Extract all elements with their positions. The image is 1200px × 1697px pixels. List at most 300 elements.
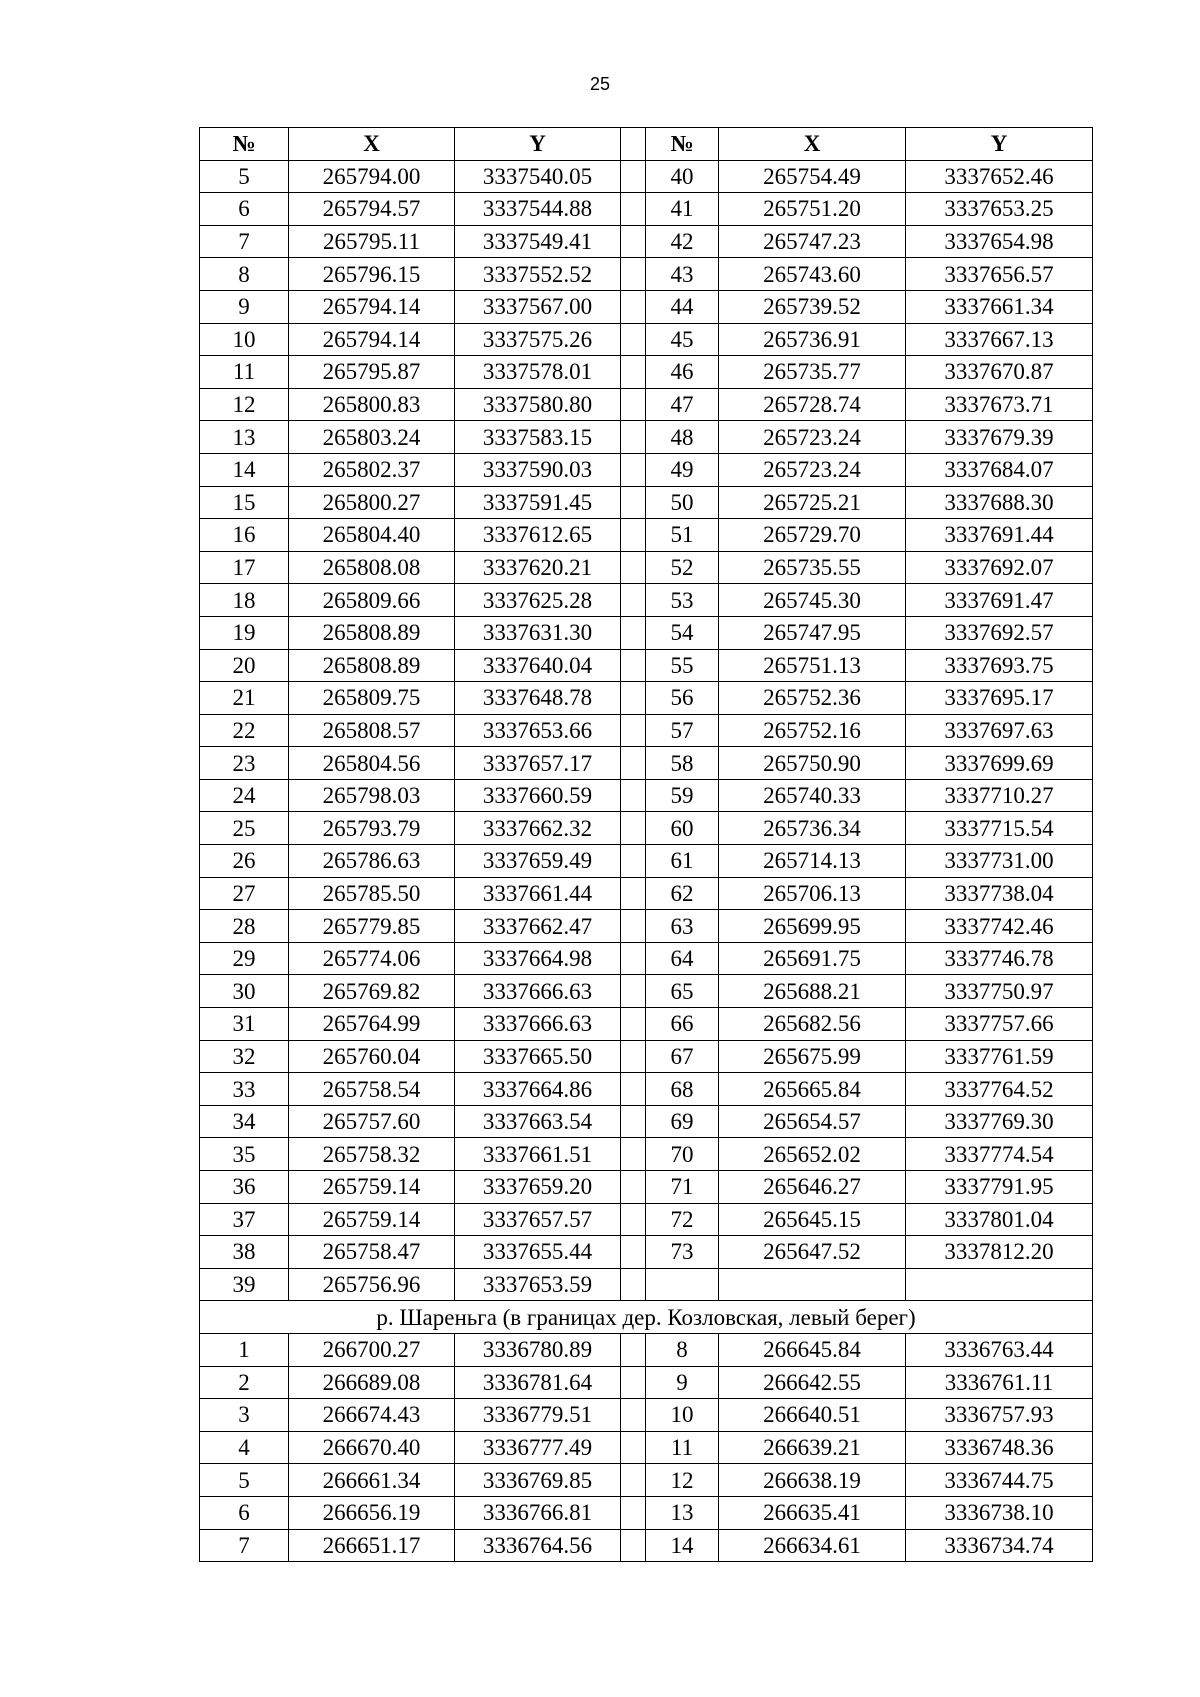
cell-x-left: 265796.15 bbox=[289, 258, 455, 291]
cell-number-left: 21 bbox=[200, 682, 289, 715]
cell-y-left: 3337549.41 bbox=[455, 225, 621, 258]
table-row bbox=[200, 910, 1093, 943]
cell-number-left: 3 bbox=[200, 1399, 289, 1432]
cell-number-left: 11 bbox=[200, 356, 289, 389]
cell-x-left: 265800.27 bbox=[289, 486, 455, 519]
cell-number-left: 14 bbox=[200, 453, 289, 486]
cell-number-left: 18 bbox=[200, 584, 289, 617]
cell-x-right: 265706.13 bbox=[719, 877, 906, 910]
header-spacer bbox=[621, 128, 646, 161]
cell-number-right: 68 bbox=[646, 1073, 719, 1106]
table-row bbox=[200, 747, 1093, 780]
cell-number-left: 1 bbox=[200, 1333, 289, 1366]
cell-number-right: 8 bbox=[646, 1333, 719, 1366]
cell-number-left: 33 bbox=[200, 1073, 289, 1106]
cell-number-right: 65 bbox=[646, 975, 719, 1008]
cell-number-left: 10 bbox=[200, 323, 289, 356]
cell-spacer bbox=[621, 258, 646, 291]
cell-y-left: 3337648.78 bbox=[455, 682, 621, 715]
cell-x-right: 265739.52 bbox=[719, 290, 906, 323]
cell-y-left: 3337631.30 bbox=[455, 616, 621, 649]
cell-number-right: 40 bbox=[646, 160, 719, 193]
cell-x-left: 265774.06 bbox=[289, 942, 455, 975]
cell-number-right: 50 bbox=[646, 486, 719, 519]
table-row bbox=[200, 160, 1093, 193]
cell-spacer bbox=[621, 616, 646, 649]
cell-x-left: 265808.89 bbox=[289, 649, 455, 682]
cell-y-left: 3337659.20 bbox=[455, 1171, 621, 1204]
cell-number-right: 63 bbox=[646, 910, 719, 943]
cell-x-left: 266661.34 bbox=[289, 1464, 455, 1497]
cell-number-left: 4 bbox=[200, 1431, 289, 1464]
table-row bbox=[200, 1496, 1093, 1529]
cell-x-left: 265756.96 bbox=[289, 1268, 455, 1301]
cell-y-left: 3337653.66 bbox=[455, 714, 621, 747]
cell-x-right: 265646.27 bbox=[719, 1171, 906, 1204]
table-row bbox=[200, 1171, 1093, 1204]
cell-x-right: 265699.95 bbox=[719, 910, 906, 943]
cell-number-left: 35 bbox=[200, 1138, 289, 1171]
cell-y-right: 3337731.00 bbox=[906, 845, 1093, 878]
cell-y-right: 3337654.98 bbox=[906, 225, 1093, 258]
cell-number-left: 12 bbox=[200, 388, 289, 421]
cell-number-right: 72 bbox=[646, 1203, 719, 1236]
cell-number-right: 45 bbox=[646, 323, 719, 356]
cell-number-left: 30 bbox=[200, 975, 289, 1008]
cell-y-right: 3337692.07 bbox=[906, 551, 1093, 584]
cell-spacer bbox=[621, 1333, 646, 1366]
cell-y-right bbox=[906, 1268, 1093, 1301]
cell-number-right: 44 bbox=[646, 290, 719, 323]
cell-y-right: 3337750.97 bbox=[906, 975, 1093, 1008]
header-y-left: Y bbox=[455, 128, 621, 161]
cell-number-right: 49 bbox=[646, 453, 719, 486]
cell-y-right: 3337769.30 bbox=[906, 1105, 1093, 1138]
cell-number-right: 73 bbox=[646, 1236, 719, 1269]
cell-number-right: 59 bbox=[646, 779, 719, 812]
cell-spacer bbox=[621, 747, 646, 780]
cell-spacer bbox=[621, 356, 646, 389]
table-row bbox=[200, 421, 1093, 454]
cell-y-left: 3337666.63 bbox=[455, 975, 621, 1008]
cell-y-left: 3337664.86 bbox=[455, 1073, 621, 1106]
table-row bbox=[200, 388, 1093, 421]
cell-number-right: 10 bbox=[646, 1399, 719, 1432]
table-row bbox=[200, 1333, 1093, 1366]
cell-y-left: 3336769.85 bbox=[455, 1464, 621, 1497]
cell-number-right: 14 bbox=[646, 1529, 719, 1562]
cell-x-right bbox=[719, 1268, 906, 1301]
cell-y-right: 3336763.44 bbox=[906, 1333, 1093, 1366]
cell-spacer bbox=[621, 942, 646, 975]
table-row bbox=[200, 877, 1093, 910]
cell-x-right: 265647.52 bbox=[719, 1236, 906, 1269]
table-row bbox=[200, 290, 1093, 323]
cell-y-left: 3337657.57 bbox=[455, 1203, 621, 1236]
cell-number-right: 43 bbox=[646, 258, 719, 291]
cell-spacer bbox=[621, 1073, 646, 1106]
table-row bbox=[200, 258, 1093, 291]
cell-x-left: 265808.89 bbox=[289, 616, 455, 649]
header-x-left: X bbox=[289, 128, 455, 161]
cell-y-right: 3337791.95 bbox=[906, 1171, 1093, 1204]
cell-x-right: 265725.21 bbox=[719, 486, 906, 519]
cell-number-right: 12 bbox=[646, 1464, 719, 1497]
cell-number-left: 13 bbox=[200, 421, 289, 454]
cell-spacer bbox=[621, 1529, 646, 1562]
cell-number-left: 27 bbox=[200, 877, 289, 910]
table-row bbox=[200, 779, 1093, 812]
cell-y-left: 3337655.44 bbox=[455, 1236, 621, 1269]
cell-x-right: 265735.55 bbox=[719, 551, 906, 584]
cell-x-left: 265809.66 bbox=[289, 584, 455, 617]
cell-x-left: 265804.56 bbox=[289, 747, 455, 780]
cell-spacer bbox=[621, 1105, 646, 1138]
cell-number-left: 5 bbox=[200, 1464, 289, 1497]
cell-spacer bbox=[621, 388, 646, 421]
cell-x-right: 266635.41 bbox=[719, 1496, 906, 1529]
table-row bbox=[200, 1203, 1093, 1236]
table-row bbox=[200, 1464, 1093, 1497]
cell-x-left: 265793.79 bbox=[289, 812, 455, 845]
cell-number-left: 24 bbox=[200, 779, 289, 812]
cell-x-right: 265723.24 bbox=[719, 453, 906, 486]
cell-y-right: 3337697.63 bbox=[906, 714, 1093, 747]
cell-y-right: 3336757.93 bbox=[906, 1399, 1093, 1432]
cell-y-left: 3337660.59 bbox=[455, 779, 621, 812]
table-row bbox=[200, 356, 1093, 389]
table-row bbox=[200, 453, 1093, 486]
cell-number-left: 28 bbox=[200, 910, 289, 943]
cell-number-right: 46 bbox=[646, 356, 719, 389]
cell-x-right: 265654.57 bbox=[719, 1105, 906, 1138]
cell-y-right: 3337757.66 bbox=[906, 1008, 1093, 1041]
table-row bbox=[200, 193, 1093, 226]
cell-number-left: 26 bbox=[200, 845, 289, 878]
cell-y-right: 3337670.87 bbox=[906, 356, 1093, 389]
cell-y-right: 3337699.69 bbox=[906, 747, 1093, 780]
table-row bbox=[200, 1529, 1093, 1562]
header-number-right: № bbox=[646, 128, 719, 161]
cell-x-right: 265723.24 bbox=[719, 421, 906, 454]
cell-number-left: 9 bbox=[200, 290, 289, 323]
cell-number-right: 52 bbox=[646, 551, 719, 584]
cell-x-left: 266700.27 bbox=[289, 1333, 455, 1366]
cell-number-right: 62 bbox=[646, 877, 719, 910]
table-row bbox=[200, 1399, 1093, 1432]
cell-x-left: 265804.40 bbox=[289, 519, 455, 552]
cell-x-left: 265800.83 bbox=[289, 388, 455, 421]
cell-spacer bbox=[621, 1399, 646, 1432]
cell-x-left: 266656.19 bbox=[289, 1496, 455, 1529]
table-row bbox=[200, 1366, 1093, 1399]
cell-y-left: 3337620.21 bbox=[455, 551, 621, 584]
cell-x-right: 265682.56 bbox=[719, 1008, 906, 1041]
cell-y-left: 3336779.51 bbox=[455, 1399, 621, 1432]
cell-x-left: 265759.14 bbox=[289, 1171, 455, 1204]
cell-y-left: 3337662.32 bbox=[455, 812, 621, 845]
header-x-right: X bbox=[719, 128, 906, 161]
cell-number-right: 48 bbox=[646, 421, 719, 454]
cell-y-right: 3337738.04 bbox=[906, 877, 1093, 910]
cell-x-right: 265736.34 bbox=[719, 812, 906, 845]
cell-x-left: 265794.57 bbox=[289, 193, 455, 226]
table-row bbox=[200, 1008, 1093, 1041]
cell-x-left: 265795.11 bbox=[289, 225, 455, 258]
cell-x-left: 266651.17 bbox=[289, 1529, 455, 1562]
cell-number-left: 17 bbox=[200, 551, 289, 584]
cell-y-right: 3337688.30 bbox=[906, 486, 1093, 519]
cell-y-left: 3337552.52 bbox=[455, 258, 621, 291]
cell-y-left: 3337661.51 bbox=[455, 1138, 621, 1171]
cell-y-right: 3336761.11 bbox=[906, 1366, 1093, 1399]
cell-spacer bbox=[621, 1171, 646, 1204]
cell-x-right: 265747.23 bbox=[719, 225, 906, 258]
cell-x-right: 265714.13 bbox=[719, 845, 906, 878]
cell-y-right: 3337652.46 bbox=[906, 160, 1093, 193]
cell-spacer bbox=[621, 453, 646, 486]
table-row bbox=[200, 812, 1093, 845]
cell-y-right: 3337684.07 bbox=[906, 453, 1093, 486]
cell-number-left: 20 bbox=[200, 649, 289, 682]
cell-y-left: 3337590.03 bbox=[455, 453, 621, 486]
cell-spacer bbox=[621, 682, 646, 715]
cell-spacer bbox=[621, 1464, 646, 1497]
cell-number-right: 47 bbox=[646, 388, 719, 421]
cell-x-right: 265743.60 bbox=[719, 258, 906, 291]
cell-number-left: 39 bbox=[200, 1268, 289, 1301]
cell-number-left: 6 bbox=[200, 1496, 289, 1529]
cell-y-left: 3337662.47 bbox=[455, 910, 621, 943]
cell-y-right: 3337661.34 bbox=[906, 290, 1093, 323]
cell-number-left: 7 bbox=[200, 1529, 289, 1562]
cell-number-left: 15 bbox=[200, 486, 289, 519]
cell-number-right bbox=[646, 1268, 719, 1301]
cell-x-left: 265803.24 bbox=[289, 421, 455, 454]
cell-x-left: 265769.82 bbox=[289, 975, 455, 1008]
cell-number-left: 5 bbox=[200, 160, 289, 193]
cell-y-right: 3337691.44 bbox=[906, 519, 1093, 552]
page-number: 25 bbox=[589, 74, 611, 94]
table-row bbox=[200, 551, 1093, 584]
cell-number-left: 7 bbox=[200, 225, 289, 258]
cell-spacer bbox=[621, 877, 646, 910]
cell-spacer bbox=[621, 519, 646, 552]
table-row bbox=[200, 323, 1093, 356]
cell-y-left: 3337664.98 bbox=[455, 942, 621, 975]
cell-number-right: 41 bbox=[646, 193, 719, 226]
cell-y-right: 3336738.10 bbox=[906, 1496, 1093, 1529]
cell-x-left: 265758.47 bbox=[289, 1236, 455, 1269]
cell-y-left: 3336777.49 bbox=[455, 1431, 621, 1464]
cell-number-right: 13 bbox=[646, 1496, 719, 1529]
table-row bbox=[200, 649, 1093, 682]
cell-y-right: 3336744.75 bbox=[906, 1464, 1093, 1497]
cell-x-left: 266674.43 bbox=[289, 1399, 455, 1432]
cell-x-left: 265798.03 bbox=[289, 779, 455, 812]
cell-y-left: 3337578.01 bbox=[455, 356, 621, 389]
cell-y-left: 3337657.17 bbox=[455, 747, 621, 780]
cell-y-right: 3337692.57 bbox=[906, 616, 1093, 649]
cell-y-right: 3337656.57 bbox=[906, 258, 1093, 291]
cell-number-right: 58 bbox=[646, 747, 719, 780]
header-number-left: № bbox=[200, 128, 289, 161]
cell-number-left: 19 bbox=[200, 616, 289, 649]
table-row bbox=[200, 714, 1093, 747]
cell-spacer bbox=[621, 551, 646, 584]
cell-x-left: 265757.60 bbox=[289, 1105, 455, 1138]
cell-x-right: 266639.21 bbox=[719, 1431, 906, 1464]
cell-y-left: 3337665.50 bbox=[455, 1040, 621, 1073]
table-row bbox=[200, 975, 1093, 1008]
cell-x-right: 265665.84 bbox=[719, 1073, 906, 1106]
table-row bbox=[200, 486, 1093, 519]
cell-y-right: 3337695.17 bbox=[906, 682, 1093, 715]
cell-number-left: 16 bbox=[200, 519, 289, 552]
cell-number-right: 9 bbox=[646, 1366, 719, 1399]
cell-y-left: 3336780.89 bbox=[455, 1333, 621, 1366]
cell-number-right: 55 bbox=[646, 649, 719, 682]
cell-spacer bbox=[621, 1040, 646, 1073]
cell-y-right: 3337715.54 bbox=[906, 812, 1093, 845]
cell-x-right: 266642.55 bbox=[719, 1366, 906, 1399]
cell-number-right: 51 bbox=[646, 519, 719, 552]
cell-number-right: 64 bbox=[646, 942, 719, 975]
table-row bbox=[200, 519, 1093, 552]
cell-number-left: 6 bbox=[200, 193, 289, 226]
table-row bbox=[200, 584, 1093, 617]
cell-x-left: 265802.37 bbox=[289, 453, 455, 486]
cell-x-right: 265751.13 bbox=[719, 649, 906, 682]
cell-number-right: 53 bbox=[646, 584, 719, 617]
cell-number-left: 8 bbox=[200, 258, 289, 291]
cell-spacer bbox=[621, 1138, 646, 1171]
cell-number-right: 70 bbox=[646, 1138, 719, 1171]
cell-number-right: 66 bbox=[646, 1008, 719, 1041]
cell-y-right: 3337710.27 bbox=[906, 779, 1093, 812]
cell-y-left: 3336766.81 bbox=[455, 1496, 621, 1529]
cell-x-right: 265691.75 bbox=[719, 942, 906, 975]
cell-x-left: 265758.32 bbox=[289, 1138, 455, 1171]
cell-x-right: 266640.51 bbox=[719, 1399, 906, 1432]
cell-y-left: 3337666.63 bbox=[455, 1008, 621, 1041]
cell-x-left: 265764.99 bbox=[289, 1008, 455, 1041]
table-row bbox=[200, 616, 1093, 649]
cell-y-right: 3337667.13 bbox=[906, 323, 1093, 356]
cell-number-left: 37 bbox=[200, 1203, 289, 1236]
cell-x-left: 265786.63 bbox=[289, 845, 455, 878]
table-row bbox=[200, 1138, 1093, 1171]
cell-x-right: 265645.15 bbox=[719, 1203, 906, 1236]
cell-spacer bbox=[621, 845, 646, 878]
cell-y-left: 3337640.04 bbox=[455, 649, 621, 682]
section-title: р. Шареньга (в границах дер. Козловская, левый берег) bbox=[200, 1301, 1093, 1334]
cell-x-left: 265808.57 bbox=[289, 714, 455, 747]
cell-spacer bbox=[621, 910, 646, 943]
table-row bbox=[200, 942, 1093, 975]
cell-x-left: 265794.14 bbox=[289, 323, 455, 356]
table-body-part2 bbox=[200, 1333, 1093, 1561]
cell-x-right: 265729.70 bbox=[719, 519, 906, 552]
cell-spacer bbox=[621, 975, 646, 1008]
cell-number-left: 32 bbox=[200, 1040, 289, 1073]
cell-x-left: 266689.08 bbox=[289, 1366, 455, 1399]
cell-spacer bbox=[621, 225, 646, 258]
cell-y-right: 3337746.78 bbox=[906, 942, 1093, 975]
cell-y-left: 3337544.88 bbox=[455, 193, 621, 226]
cell-number-left: 22 bbox=[200, 714, 289, 747]
cell-y-right: 3337761.59 bbox=[906, 1040, 1093, 1073]
coordinates-table bbox=[199, 127, 1093, 1562]
cell-x-left: 265759.14 bbox=[289, 1203, 455, 1236]
cell-spacer bbox=[621, 584, 646, 617]
cell-spacer bbox=[621, 290, 646, 323]
section-row-group bbox=[200, 1301, 1093, 1334]
cell-y-left: 3337575.26 bbox=[455, 323, 621, 356]
table-row bbox=[200, 845, 1093, 878]
cell-number-left: 29 bbox=[200, 942, 289, 975]
cell-x-left: 265809.75 bbox=[289, 682, 455, 715]
cell-y-right: 3337742.46 bbox=[906, 910, 1093, 943]
cell-x-right: 265745.30 bbox=[719, 584, 906, 617]
cell-number-right: 57 bbox=[646, 714, 719, 747]
table-row bbox=[200, 225, 1093, 258]
cell-x-left: 265779.85 bbox=[289, 910, 455, 943]
cell-y-right: 3337764.52 bbox=[906, 1073, 1093, 1106]
cell-y-right: 3337691.47 bbox=[906, 584, 1093, 617]
cell-number-left: 2 bbox=[200, 1366, 289, 1399]
cell-spacer bbox=[621, 193, 646, 226]
section-title-row bbox=[200, 1301, 1093, 1334]
cell-x-right: 265652.02 bbox=[719, 1138, 906, 1171]
cell-spacer bbox=[621, 714, 646, 747]
cell-y-right: 3336734.74 bbox=[906, 1529, 1093, 1562]
cell-x-right: 265752.36 bbox=[719, 682, 906, 715]
cell-x-left: 265795.87 bbox=[289, 356, 455, 389]
table-row bbox=[200, 682, 1093, 715]
table-row bbox=[200, 1236, 1093, 1269]
cell-y-left: 3336764.56 bbox=[455, 1529, 621, 1562]
cell-number-right: 54 bbox=[646, 616, 719, 649]
cell-number-right: 11 bbox=[646, 1431, 719, 1464]
cell-y-right: 3337693.75 bbox=[906, 649, 1093, 682]
table-row bbox=[200, 1268, 1093, 1301]
cell-x-right: 266638.19 bbox=[719, 1464, 906, 1497]
cell-y-right: 3337653.25 bbox=[906, 193, 1093, 226]
cell-y-left: 3336781.64 bbox=[455, 1366, 621, 1399]
cell-y-left: 3337661.44 bbox=[455, 877, 621, 910]
table-row bbox=[200, 1105, 1093, 1138]
cell-spacer bbox=[621, 1008, 646, 1041]
table-row bbox=[200, 1040, 1093, 1073]
cell-y-right: 3337679.39 bbox=[906, 421, 1093, 454]
cell-number-right: 61 bbox=[646, 845, 719, 878]
cell-number-right: 42 bbox=[646, 225, 719, 258]
cell-spacer bbox=[621, 421, 646, 454]
cell-y-left: 3337540.05 bbox=[455, 160, 621, 193]
cell-y-left: 3337612.65 bbox=[455, 519, 621, 552]
cell-number-left: 34 bbox=[200, 1105, 289, 1138]
cell-spacer bbox=[621, 779, 646, 812]
cell-y-right: 3337801.04 bbox=[906, 1203, 1093, 1236]
cell-x-left: 266670.40 bbox=[289, 1431, 455, 1464]
cell-y-left: 3337583.15 bbox=[455, 421, 621, 454]
cell-x-right: 265750.90 bbox=[719, 747, 906, 780]
cell-x-right: 265754.49 bbox=[719, 160, 906, 193]
cell-number-right: 56 bbox=[646, 682, 719, 715]
cell-number-left: 23 bbox=[200, 747, 289, 780]
cell-spacer bbox=[621, 1431, 646, 1464]
